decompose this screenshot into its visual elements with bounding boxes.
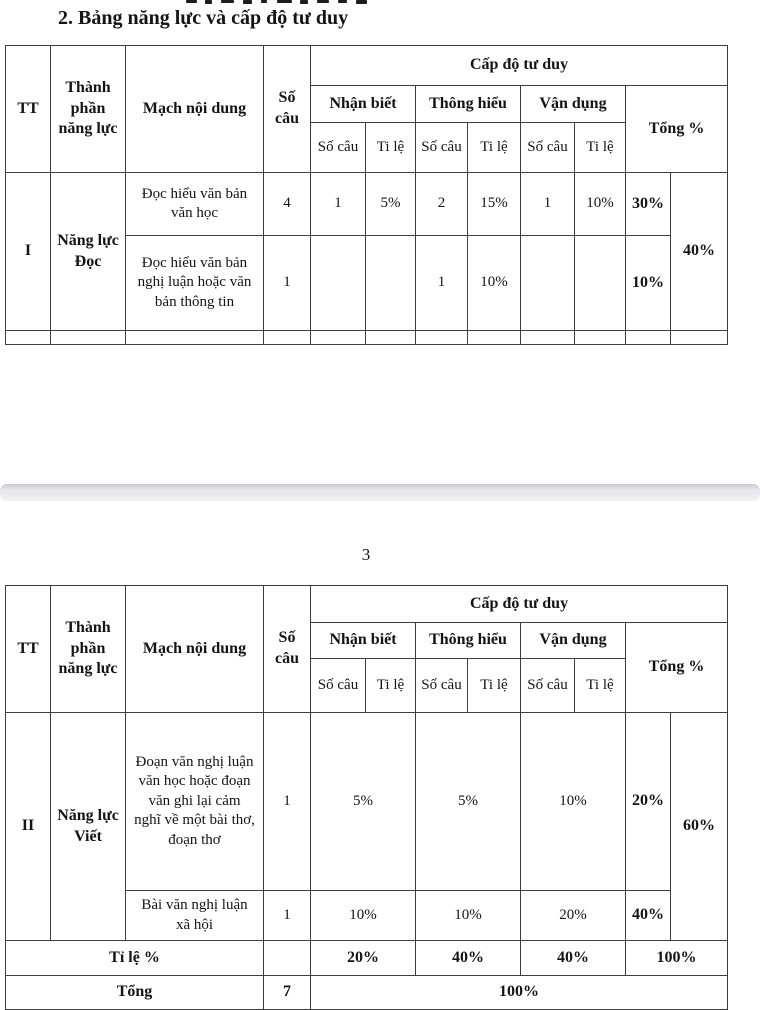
cell-competency: Năng lực Viết [51, 713, 126, 941]
cell-nb: 5% [311, 713, 416, 891]
cell-so-cau: 4 [264, 173, 311, 236]
cell-vd: 10% [521, 713, 626, 891]
col-header-tong-pct: Tổng % [626, 86, 728, 173]
subheader-ti-le: Ti lệ [468, 123, 521, 173]
cell-nb: 10% [311, 891, 416, 941]
cell-vd-so-cau [521, 236, 575, 331]
cell-nb-so-cau: 1 [311, 173, 366, 236]
footer-tong-total: 100% [311, 976, 728, 1010]
cell-tt: I [6, 173, 51, 331]
col-header-so-cau: Số câu [264, 46, 311, 173]
footer-ti-le-th: 40% [416, 941, 521, 976]
cell-row-total: 40% [626, 891, 671, 941]
col-header-van-dung: Vận dụng [521, 86, 626, 123]
competency-table-page2 [5, 45, 728, 345]
cell-content: Đoạn văn nghị luận văn học hoặc đoạn văn ghi lại cảm nghĩ về một bài thơ, đoạn thơ [126, 713, 264, 891]
col-header-mach-noi-dung: Mạch nội dung [126, 586, 264, 713]
col-header-thong-hieu: Thông hiểu [416, 623, 521, 659]
col-header-mach-noi-dung: Mạch nội dung [126, 46, 264, 173]
cell-content: Đọc hiểu văn bản văn học [126, 173, 264, 236]
footer-tong-so-cau: 7 [264, 976, 311, 1010]
col-header-tong-pct: Tổng % [626, 623, 728, 713]
total-footer-row [6, 976, 728, 1010]
cell-nb-ti-le [366, 236, 416, 331]
cell-row-total: 20% [626, 713, 671, 891]
col-header-van-dung: Vận dụng [521, 623, 626, 659]
cell-competency: Năng lực Đọc [51, 173, 126, 331]
footer-label-tong: Tổng [6, 976, 264, 1010]
cell-vd-so-cau: 1 [521, 173, 575, 236]
ratio-footer-row [6, 941, 728, 976]
cell-nb-so-cau [311, 236, 366, 331]
col-header-nhan-biet: Nhận biết [311, 623, 416, 659]
cell-nb-ti-le: 5% [366, 173, 416, 236]
subheader-so-cau: Số câu [416, 659, 468, 713]
cell-content: Bài văn nghị luận xã hội [126, 891, 264, 941]
footer-ti-le-vd: 40% [521, 941, 626, 976]
subheader-so-cau: Số câu [311, 659, 366, 713]
cell-th-ti-le: 10% [468, 236, 521, 331]
col-header-tt: TT [6, 46, 51, 173]
page-break-separator [0, 484, 760, 501]
cell-th: 5% [416, 713, 521, 891]
cell-row-total: 10% [626, 236, 671, 331]
cell-vd: 20% [521, 891, 626, 941]
footer-ti-le-nb: 20% [311, 941, 416, 976]
cropped-text-artifact [0, 0, 760, 6]
col-header-thong-hieu: Thông hiểu [416, 86, 521, 123]
page-break-stub-row [6, 331, 728, 345]
subheader-so-cau: Số câu [311, 123, 366, 173]
subheader-so-cau: Số câu [521, 659, 575, 713]
section-title: 2. Bảng năng lực và cấp độ tư duy [58, 7, 349, 29]
footer-ti-le-total: 100% [626, 941, 728, 976]
col-header-cap-do-tu-duy: Cấp độ tư duy [311, 586, 728, 623]
page-number: 3 [361, 545, 371, 564]
subheader-ti-le: Ti lệ [468, 659, 521, 713]
cell-th-so-cau: 1 [416, 236, 468, 331]
cell-tt: II [6, 713, 51, 941]
subheader-so-cau: Số câu [416, 123, 468, 173]
cell-th-ti-le: 15% [468, 173, 521, 236]
cell-so-cau: 1 [264, 236, 311, 331]
cell-group-total: 60% [671, 713, 728, 941]
cell-vd-ti-le: 10% [575, 173, 626, 236]
subheader-ti-le: Ti lệ [366, 123, 416, 173]
cell-vd-ti-le [575, 236, 626, 331]
table-row [6, 713, 728, 891]
subheader-ti-le: Ti lệ [575, 123, 626, 173]
cell-so-cau: 1 [264, 713, 311, 891]
col-header-thanh-phan: Thành phần năng lực [51, 46, 126, 173]
cell-content: Đọc hiểu văn bản nghị luận hoặc văn bản thông tin [126, 236, 264, 331]
footer-label-ti-le: Tỉ lệ % [6, 941, 264, 976]
cell-so-cau: 1 [264, 891, 311, 941]
table-row [6, 173, 728, 236]
competency-table-page3 [5, 585, 728, 1010]
col-header-cap-do-tu-duy: Cấp độ tư duy [311, 46, 728, 86]
cell-th: 10% [416, 891, 521, 941]
cell-row-total: 30% [626, 173, 671, 236]
col-header-tt: TT [6, 586, 51, 713]
col-header-so-cau: Số câu [264, 586, 311, 713]
col-header-nhan-biet: Nhận biết [311, 86, 416, 123]
footer-ti-le-so-cau [264, 941, 311, 976]
cell-group-total: 40% [671, 173, 728, 331]
cell-th-so-cau: 2 [416, 173, 468, 236]
col-header-thanh-phan: Thành phần năng lực [51, 586, 126, 713]
subheader-ti-le: Ti lệ [366, 659, 416, 713]
subheader-so-cau: Số câu [521, 123, 575, 173]
subheader-ti-le: Ti lệ [575, 659, 626, 713]
